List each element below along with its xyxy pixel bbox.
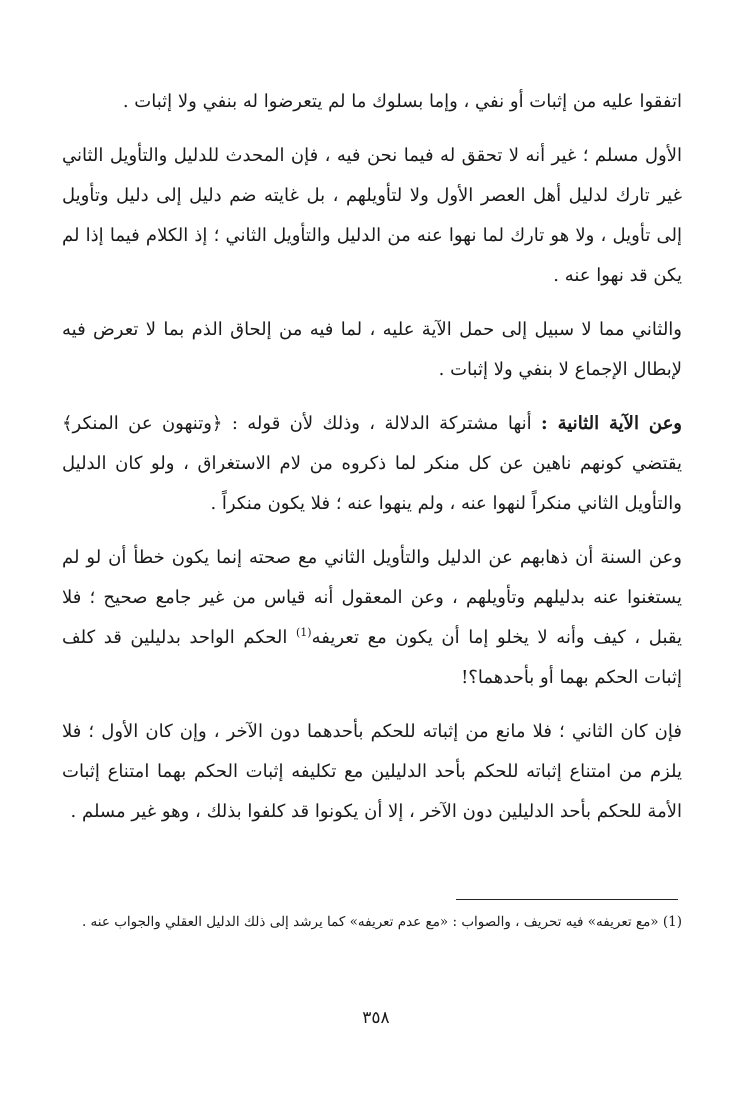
- main-text: [62, 82, 682, 846]
- paragraph-1: اتفقوا عليه من إثبات أو نفي ، وإما بسلوك ما لم يتعرضوا له بنفي ولا إثبات .: [122, 91, 682, 112]
- footnote-marker: (1): [296, 626, 312, 639]
- paragraph-3: والثاني مما لا سبيل إلى حمل الآية عليه ، لما فيه من إلحاق الذم بما لا تعرض فيه لإبطال الإجماع لا بنفي ولا إثبات .: [62, 319, 682, 380]
- paragraph-2: الأول مسلم ؛ غير أنه لا تحقق له فيما نحن فيه ، فإن المحدث للدليل والتأويل الثاني غير تارك لدليل أهل العصر الأول ولا لتأويلهم ، بل غايته ضم دليل إلى دليل وتأويل إلى تأويل ، ولا هو تارك لما نهوا عنه من الدليل والتأويل الثاني ؛ إذ الكلام فيما إذا لم يكن قد نهوا عنه .: [62, 145, 682, 286]
- page-number: ٣٥٨: [362, 1008, 390, 1028]
- paragraph-5-after: الحكم الواحد بدليلين قد كلف إثبات الحكم بهما أو بأحدهما؟!: [62, 627, 682, 688]
- paragraph-4-heading: وعن الآية الثانية :: [541, 413, 683, 434]
- paragraph-4: [62, 404, 682, 524]
- paragraph-4-text: أنها مشتركة الدلالة ، وذلك لأن قوله : ﴿وتنهون عن المنكر﴾ يقتضي كونهم ناهين عن كل منكر لما ذكروه من لام الاستغراق ، ولو كان الدليل والتأويل الثاني منكراً لنهوا عنه ، ولم ينهوا عنه ؛ فلا يكون منكراً .: [62, 413, 682, 514]
- footnote: (1) «مع تعريفه» فيه تحريف ، والصواب : «مع عدم تعريفه» كما يرشد إلى ذلك الدليل العقلي والجواب عنه .: [81, 914, 682, 930]
- footnote-divider: [456, 899, 678, 900]
- paragraph-6: فإن كان الثاني ؛ فلا مانع من إثباته للحكم بأحدهما دون الآخر ، وإن كان الأول ؛ فلا يلزم من امتناع إثباته للحكم بأحد الدليلين مع تكليفه إثبات الحكم بهما امتناع إثبات الأمة للحكم بأحد الدليلين دون الآخر ، إلا أن يكونوا قد كلفوا بذلك ، وهو غير مسلم .: [62, 721, 682, 822]
- paragraph-5: [62, 538, 682, 698]
- paragraph-5-before: وعن السنة أن ذهابهم عن الدليل والتأويل الثاني مع صحته إنما يكون خطأ أن لو لم يستغنوا عنه بدليلهم وتأويلهم ، وعن المعقول أنه قياس من غير جامع صحيح ؛ فلا يقبل ، كيف وأنه لا يخلو إما أن يكون مع تعريفه: [62, 547, 682, 648]
